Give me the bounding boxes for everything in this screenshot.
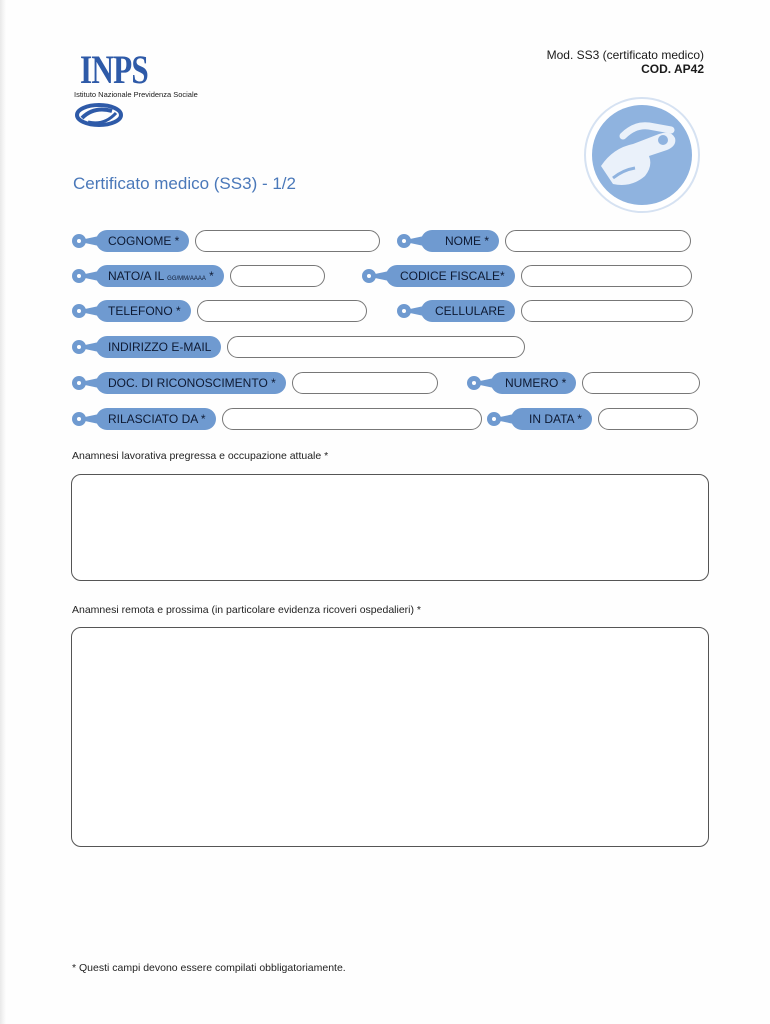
- nome-label: NOME *: [421, 230, 499, 252]
- rilasciato-connector: [85, 414, 99, 424]
- telefono-bullet-icon: [72, 304, 86, 318]
- doc-label: DOC. DI RICONOSCIMENTO *: [96, 372, 286, 394]
- cellulare-connector: [410, 306, 424, 316]
- cellulare-bullet-icon: [397, 304, 411, 318]
- telefono-label: TELEFONO *: [96, 300, 191, 322]
- in-data-input[interactable]: [598, 408, 698, 430]
- telefono-connector: [85, 306, 99, 316]
- in-data-label: IN DATA *: [511, 408, 592, 430]
- nato-date-input[interactable]: [230, 265, 325, 287]
- in-data-bullet-icon: [487, 412, 501, 426]
- doc-connector: [85, 378, 99, 388]
- anamnesi-lavorativa-textarea[interactable]: [71, 474, 709, 581]
- email-input[interactable]: [227, 336, 525, 358]
- nome-bullet-icon: [397, 234, 411, 248]
- nato-required-star: *: [205, 269, 214, 283]
- logo-subtitle: Istituto Nazionale Previdenza Sociale: [74, 90, 198, 99]
- numero-field: [467, 371, 700, 395]
- cognome-field: [72, 229, 380, 253]
- in-data-field: [487, 407, 698, 431]
- numero-bullet-icon: [467, 376, 481, 390]
- nome-connector: [410, 236, 424, 246]
- nato-label: [96, 265, 224, 287]
- email-label: INDIRIZZO E-MAIL: [96, 336, 221, 358]
- doc-field: [72, 371, 438, 395]
- telefono-input[interactable]: [197, 300, 367, 322]
- cellulare-label: CELLULARE: [421, 300, 515, 322]
- required-fields-footnote: * Questi campi devono essere compilati obbligatoriamente.: [72, 962, 346, 974]
- cognome-input[interactable]: [195, 230, 380, 252]
- cognome-bullet-icon: [72, 234, 86, 248]
- in-data-connector: [500, 414, 514, 424]
- cognome-connector: [85, 236, 99, 246]
- inps-logo: [74, 46, 224, 136]
- nato-connector: [85, 271, 99, 281]
- numero-connector: [480, 378, 494, 388]
- numero-label: NUMERO *: [491, 372, 576, 394]
- rilasciato-input[interactable]: [222, 408, 482, 430]
- codice-fiscale-label: CODICE FISCALE*: [386, 265, 515, 287]
- nato-label-text: NATO/A IL: [108, 269, 164, 283]
- scan-edge-shadow: [0, 0, 6, 1024]
- rilasciato-bullet-icon: [72, 412, 86, 426]
- codice-fiscale-bullet-icon: [362, 269, 376, 283]
- codice-fiscale-connector: [375, 271, 389, 281]
- nato-field: [72, 264, 325, 288]
- inps-logo-icon: [74, 102, 124, 128]
- anamnesi-remota-label: Anamnesi remota e prossima (in particolare evidenza ricoveri ospedalieri) *: [72, 604, 421, 616]
- numero-input[interactable]: [582, 372, 700, 394]
- rilasciato-field: [72, 407, 482, 431]
- cellulare-input[interactable]: [521, 300, 693, 322]
- anamnesi-remota-textarea[interactable]: [71, 627, 709, 847]
- telefono-field: [72, 299, 367, 323]
- doc-input[interactable]: [292, 372, 438, 394]
- email-field: [72, 335, 525, 359]
- form-code-block: [547, 48, 704, 76]
- rilasciato-label: RILASCIATO DA *: [96, 408, 216, 430]
- nome-input[interactable]: [505, 230, 691, 252]
- logo-wordmark: INPS: [80, 47, 148, 92]
- email-bullet-icon: [72, 340, 86, 354]
- handshake-emblem-icon: [583, 96, 701, 214]
- nato-bullet-icon: [72, 269, 86, 283]
- page-title: Certificato medico (SS3) - 1/2: [73, 174, 296, 193]
- nato-format-hint: GG/MM/AAAA: [167, 276, 206, 282]
- cellulare-field: [397, 299, 693, 323]
- codice-fiscale-input[interactable]: [521, 265, 692, 287]
- cognome-label: COGNOME *: [96, 230, 189, 252]
- email-connector: [85, 342, 99, 352]
- mod-line: Mod. SS3 (certificato medico): [546, 48, 704, 62]
- code-line: COD. AP42: [641, 62, 704, 76]
- anamnesi-lavorativa-label: Anamnesi lavorativa pregressa e occupazione attuale *: [72, 450, 329, 462]
- nome-field: [397, 229, 691, 253]
- codice-fiscale-field: [362, 264, 692, 288]
- doc-bullet-icon: [72, 376, 86, 390]
